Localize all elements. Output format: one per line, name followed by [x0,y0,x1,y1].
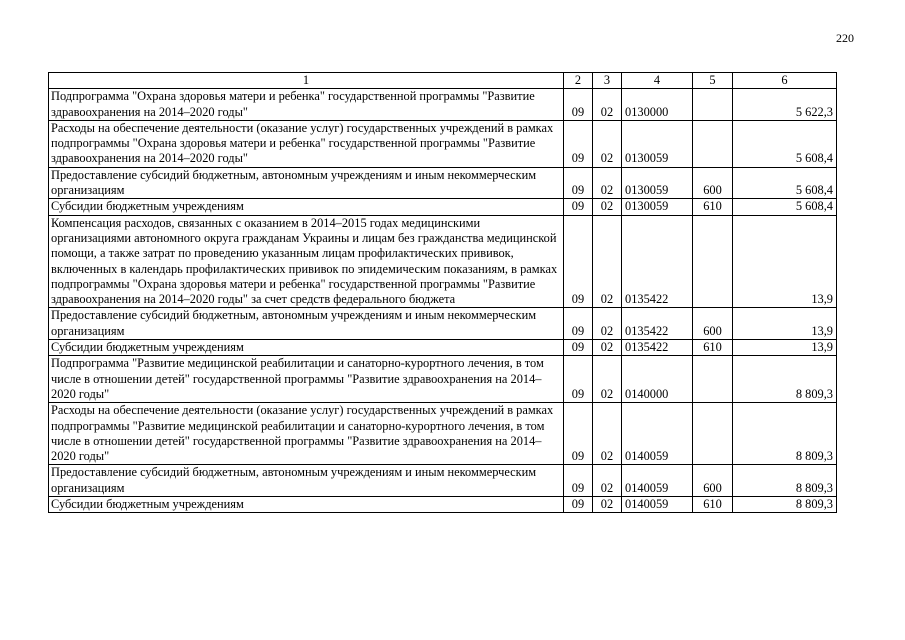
table-row [49,340,837,356]
section-code-cell: 09 [564,167,593,199]
section-code-cell: 09 [564,215,593,308]
amount-cell: 13,9 [733,215,837,308]
amount-cell: 13,9 [733,308,837,340]
column-header-3: 3 [593,73,622,89]
target-article-cell: 0140059 [622,465,693,497]
expense-type-cell [693,89,733,121]
subsection-code-cell: 02 [593,308,622,340]
column-header-6: 6 [733,73,837,89]
expense-type-cell: 610 [693,497,733,513]
row-name-cell: Субсидии бюджетным учреждениям [49,199,564,215]
expense-type-cell: 600 [693,465,733,497]
subsection-code-cell: 02 [593,199,622,215]
row-name-cell: Субсидии бюджетным учреждениям [49,340,564,356]
subsection-code-cell: 02 [593,89,622,121]
row-name-cell: Подпрограмма "Охрана здоровья матери и ребенка" государственной программы "Развитие здравоохранения на 2014–2020 годы" [49,89,564,121]
table-row [49,89,837,121]
table-header-row [49,73,837,89]
column-header-5: 5 [693,73,733,89]
table-row [49,308,837,340]
row-name-cell: Предоставление субсидий бюджетным, автономным учреждениям и иным некоммерческим организациям [49,308,564,340]
amount-cell: 13,9 [733,340,837,356]
subsection-code-cell: 02 [593,356,622,403]
table-row [49,215,837,308]
amount-cell: 8 809,3 [733,403,837,465]
target-article-cell: 0135422 [622,215,693,308]
section-code-cell: 09 [564,89,593,121]
subsection-code-cell: 02 [593,497,622,513]
amount-cell: 8 809,3 [733,497,837,513]
amount-cell: 5 608,4 [733,199,837,215]
expense-type-cell: 600 [693,308,733,340]
table-row [49,403,837,465]
amount-cell: 5 608,4 [733,167,837,199]
expense-type-cell: 600 [693,167,733,199]
subsection-code-cell: 02 [593,215,622,308]
table-row [49,497,837,513]
amount-cell: 5 608,4 [733,120,837,167]
subsection-code-cell: 02 [593,167,622,199]
target-article-cell: 0140000 [622,356,693,403]
row-name-cell: Расходы на обеспечение деятельности (оказание услуг) государственных учреждений в рамках подпрограммы "Развитие медицинской реабилитации и санаторно-курортного лечения, в том числе в отношении детей" государственной программы "Развитие здравоохранения на 2014–2020 годы" [49,403,564,465]
subsection-code-cell: 02 [593,403,622,465]
section-code-cell: 09 [564,497,593,513]
table-row [49,356,837,403]
amount-cell: 8 809,3 [733,356,837,403]
target-article-cell: 0130000 [622,89,693,121]
page-number: 220 [836,31,854,45]
row-name-cell: Предоставление субсидий бюджетным, автономным учреждениям и иным некоммерческим организациям [49,167,564,199]
subsection-code-cell: 02 [593,465,622,497]
row-name-cell: Субсидии бюджетным учреждениям [49,497,564,513]
expense-type-cell: 610 [693,340,733,356]
target-article-cell: 0135422 [622,340,693,356]
table-row [49,120,837,167]
column-header-2: 2 [564,73,593,89]
amount-cell: 5 622,3 [733,89,837,121]
section-code-cell: 09 [564,308,593,340]
expense-type-cell: 610 [693,199,733,215]
table-row [49,199,837,215]
table-row [49,167,837,199]
amount-cell: 8 809,3 [733,465,837,497]
column-header-4: 4 [622,73,693,89]
section-code-cell: 09 [564,465,593,497]
section-code-cell: 09 [564,120,593,167]
section-code-cell: 09 [564,340,593,356]
row-name-cell: Компенсация расходов, связанных с оказанием в 2014–2015 годах медицинскими организациями автономного округа гражданам Украины и лицам без гражданства медицинской помощи, а также затрат по проведению указанным лицам профилактических прививок, включенных в календарь профилактических прививок по эпидемическим показаниям, в рамках подпрограммы "Охрана здоровья матери и ребенка" государственной программы "Развитие здравоохранения на 2014–2020 годы" за счет средств федерального бюджета [49,215,564,308]
row-name-cell: Подпрограмма "Развитие медицинской реабилитации и санаторно-курортного лечения, в том числе в отношении детей" государственной программы "Развитие здравоохранения на 2014–2020 годы" [49,356,564,403]
subsection-code-cell: 02 [593,340,622,356]
expense-type-cell [693,403,733,465]
expense-type-cell [693,356,733,403]
target-article-cell: 0130059 [622,167,693,199]
row-name-cell: Предоставление субсидий бюджетным, автономным учреждениям и иным некоммерческим организациям [49,465,564,497]
row-name-cell: Расходы на обеспечение деятельности (оказание услуг) государственных учреждений в рамках подпрограммы "Охрана здоровья матери и ребенка" государственной программы "Развитие здравоохранения на 2014–2020 годы" [49,120,564,167]
table-row [49,465,837,497]
section-code-cell: 09 [564,356,593,403]
target-article-cell: 0140059 [622,497,693,513]
section-code-cell: 09 [564,199,593,215]
target-article-cell: 0140059 [622,403,693,465]
target-article-cell: 0135422 [622,308,693,340]
target-article-cell: 0130059 [622,199,693,215]
expense-type-cell [693,215,733,308]
expense-type-cell [693,120,733,167]
subsection-code-cell: 02 [593,120,622,167]
budget-table [48,72,837,513]
target-article-cell: 0130059 [622,120,693,167]
column-header-1: 1 [49,73,564,89]
section-code-cell: 09 [564,403,593,465]
